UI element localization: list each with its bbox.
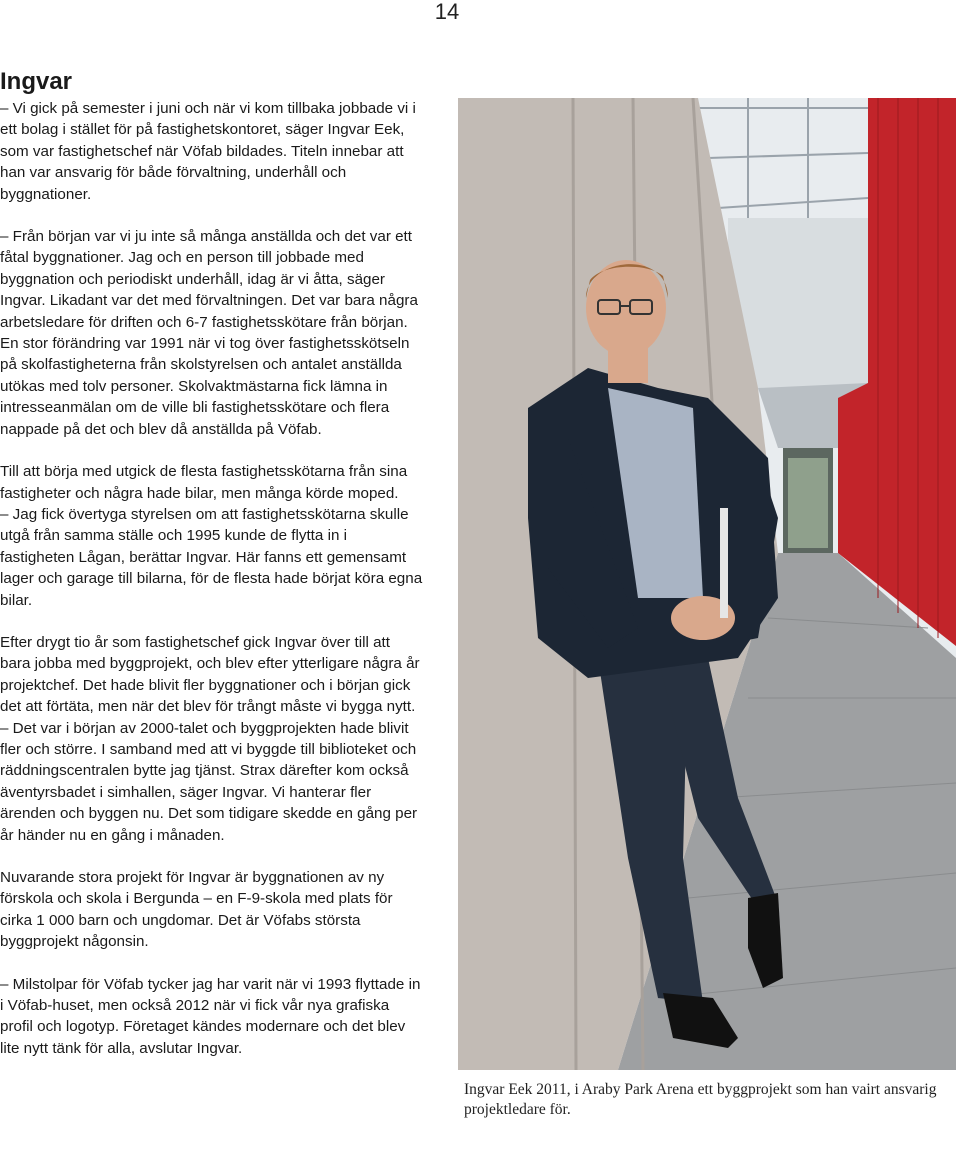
door-glass xyxy=(788,458,828,548)
page-number: 14 xyxy=(434,0,460,24)
article-column xyxy=(0,68,424,1059)
paragraph-8: – Milstolpar för Vöfab tycker jag har varit när vi 1993 flyttade in i Vöfab-huset, men också 2012 när vi fick vår nya grafiska profil och logotyp. Företaget kändes modernare och det blev lite nytt tänk för alla, avslutar Ingvar. xyxy=(0,975,421,1057)
paragraph-4: – Jag fick övertyga styrelsen om att fastighetsskötarna skulle utgå från samma ställe och 1995 kunde de flytta in i fastigheten Lågan, berättar Ingvar. Här fanns ett gemensamt lager och garage till bilarna, för de flesta hade börjat köra egna bilar. xyxy=(0,505,423,609)
paragraph-6: – Det var i början av 2000-talet och byggprojekten hade blivit fler och större. I samband med att vi byggde till biblioteket och räddningscentralen bytte jag tjänst. Strax därefter kom också äventyrsbadet i simhallen, säger Ingvar. Vi hanterar fler ärenden och byggen nu. Det som tidigare skedde en gång per år händer nu en gång i månaden. xyxy=(0,719,418,844)
paragraph-7: Nuvarande stora projekt för Ingvar är byggnationen av ny förskola och skola i Bergunda – en F-9-skola med plats för cirka 1 000 barn och ungdomar. Det är Vöfabs största byggprojekt någonsin. xyxy=(0,869,393,951)
portrait-photo xyxy=(458,98,956,1070)
portrait-illustration xyxy=(458,98,956,1070)
book xyxy=(720,508,728,618)
paragraph-2: – Från början var vi ju inte så många anställda och det var ett fåtal byggnationer. Jag och en person till jobbade med byggnation och periodiskt underhåll, idag är vi åtta, säger Ingvar. Likadant var det med förvaltningen. Det var bara några arbetsledare för driften och 6-7 fastighetsskötare från början. En stor förändring var 1991 när vi tog över fastighetsskötseln på skolfastigheterna från skolstyrelsen och antalet anställda utökas med tolv personer. Skolvaktmästarna fick lämna in intresseanmälan om de ville bli fastighetsskötare och flera nappade på det och blev då anställda på Vöfab. xyxy=(0,228,418,438)
paragraph-3: Till att börja med utgick de flesta fastighetsskötarna från sina fastigheter och några hade bilar, men många körde moped. xyxy=(0,463,408,502)
photo-caption: Ingvar Eek 2011, i Araby Park Arena ett byggprojekt som han vairt ansvarig projektledare för. xyxy=(464,1081,937,1118)
paragraph-5: Efter drygt tio år som fastighetschef gick Ingvar över till att bara jobba med byggprojekt, och blev efter ytterligare några år projektchef. Det hade blivit fler byggnationer och i början gick det att förtäta, men när det blev för trångt måste vi bygga nytt. xyxy=(0,633,420,716)
paragraph-1: – Vi gick på semester i juni och när vi kom tillbaka jobbade vi i ett bolag i stället för på fastighetskontoret, säger Ingvar Eek, som var fastighetschef när Vöfab bildades. Titeln innebar att han var ansvarig för både förvaltning, underhåll och byggnationer. xyxy=(0,100,416,203)
article-heading: Ingvar xyxy=(0,68,73,95)
